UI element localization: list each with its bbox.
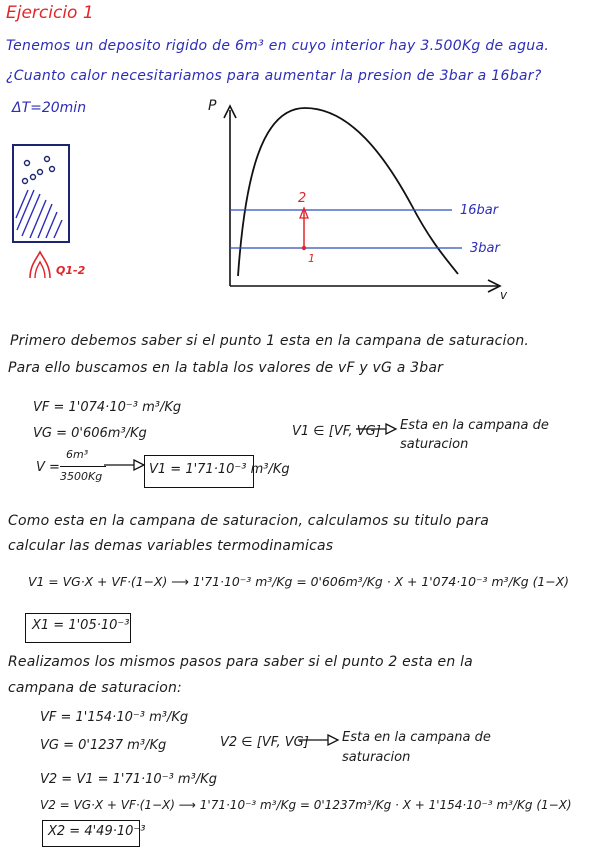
section2-line-1: Como esta en la campana de saturacion, calculamos su titulo para xyxy=(8,513,490,529)
section1-conclusion-2: saturacion xyxy=(400,437,469,452)
section2-x1: X1 = 1'05·10⁻³ xyxy=(32,618,130,633)
section1-v1-result: V1 = 1'71·10⁻³ m³/Kg xyxy=(149,462,290,477)
section1-vg: VG = 0'606m³/Kg xyxy=(33,426,147,441)
section3-line-2: campana de saturacion: xyxy=(8,680,182,696)
isobar-3bar-label: 3bar xyxy=(470,241,500,256)
section1-membership: V1 ∈ [VF, VG] xyxy=(292,424,381,439)
exercise-title: Ejercicio 1 xyxy=(6,3,94,23)
section3-membership: V2 ∈ [VF, VG] xyxy=(220,735,309,750)
heat-label: Q1-2 xyxy=(56,264,86,277)
isobar-16bar-label: 16bar xyxy=(460,203,499,218)
fraction-bar xyxy=(60,466,106,467)
implies-arrow xyxy=(104,458,146,472)
section3-vg: VG = 0'1237 m³/Kg xyxy=(40,738,167,753)
section2-equation: V1 = VG·X + VF·(1−X) ⟶ 1'71·10⁻³ m³/Kg = 0'606m³/Kg · X + 1'074·10⁻³ m³/Kg (1−X) xyxy=(28,574,570,589)
point-1-label: 1 xyxy=(308,252,315,265)
implies-arrow xyxy=(356,422,398,436)
implies-arrow xyxy=(298,733,340,747)
section1-conclusion-1: Esta en la campana de xyxy=(400,418,549,433)
section3-x2: X2 = 4'49·10⁻³ xyxy=(48,824,146,839)
statement-line-1: Tenemos un deposito rigido de 6m³ en cuyo interior hay 3.500Kg de agua. xyxy=(6,38,550,54)
v-axis-label: v xyxy=(500,288,508,302)
section3-line-1: Realizamos los mismos pasos para saber si el punto 2 esta en la xyxy=(8,654,473,670)
section3-conclusion-1: Esta en la campana de xyxy=(342,730,491,745)
section1-line-2: Para ello buscamos en la tabla los valores de vF y vG a 3bar xyxy=(8,360,444,376)
pv-diagram xyxy=(200,96,520,306)
p-axis-label: P xyxy=(208,98,217,114)
section1-v-numerator: 6m³ xyxy=(66,448,89,461)
point-2-label: 2 xyxy=(298,191,307,206)
section2-line-2: calcular las demas variables termodinamicas xyxy=(8,538,334,554)
section3-equation: V2 = VG·X + VF·(1−X) ⟶ 1'71·10⁻³ m³/Kg = 0'1237m³/Kg · X + 1'154·10⁻³ m³/Kg (1−X) xyxy=(40,798,572,812)
section1-v-denominator: 3500Kg xyxy=(60,470,103,483)
statement-line-2: ¿Cuanto calor necesitariamos para aumentar la presion de 3bar a 16bar? xyxy=(6,68,542,84)
statement-time: ΔT=20min xyxy=(12,100,87,116)
section1-vf: VF = 1'074·10⁻³ m³/Kg xyxy=(33,400,182,415)
section1-v-label: V = xyxy=(36,460,60,475)
section1-line-1: Primero debemos saber si el punto 1 esta en la campana de saturacion. xyxy=(10,333,530,349)
section3-v2: V2 = V1 = 1'71·10⁻³ m³/Kg xyxy=(40,772,217,787)
section3-vf: VF = 1'154·10⁻³ m³/Kg xyxy=(40,710,189,725)
section3-conclusion-2: saturacion xyxy=(342,750,411,765)
